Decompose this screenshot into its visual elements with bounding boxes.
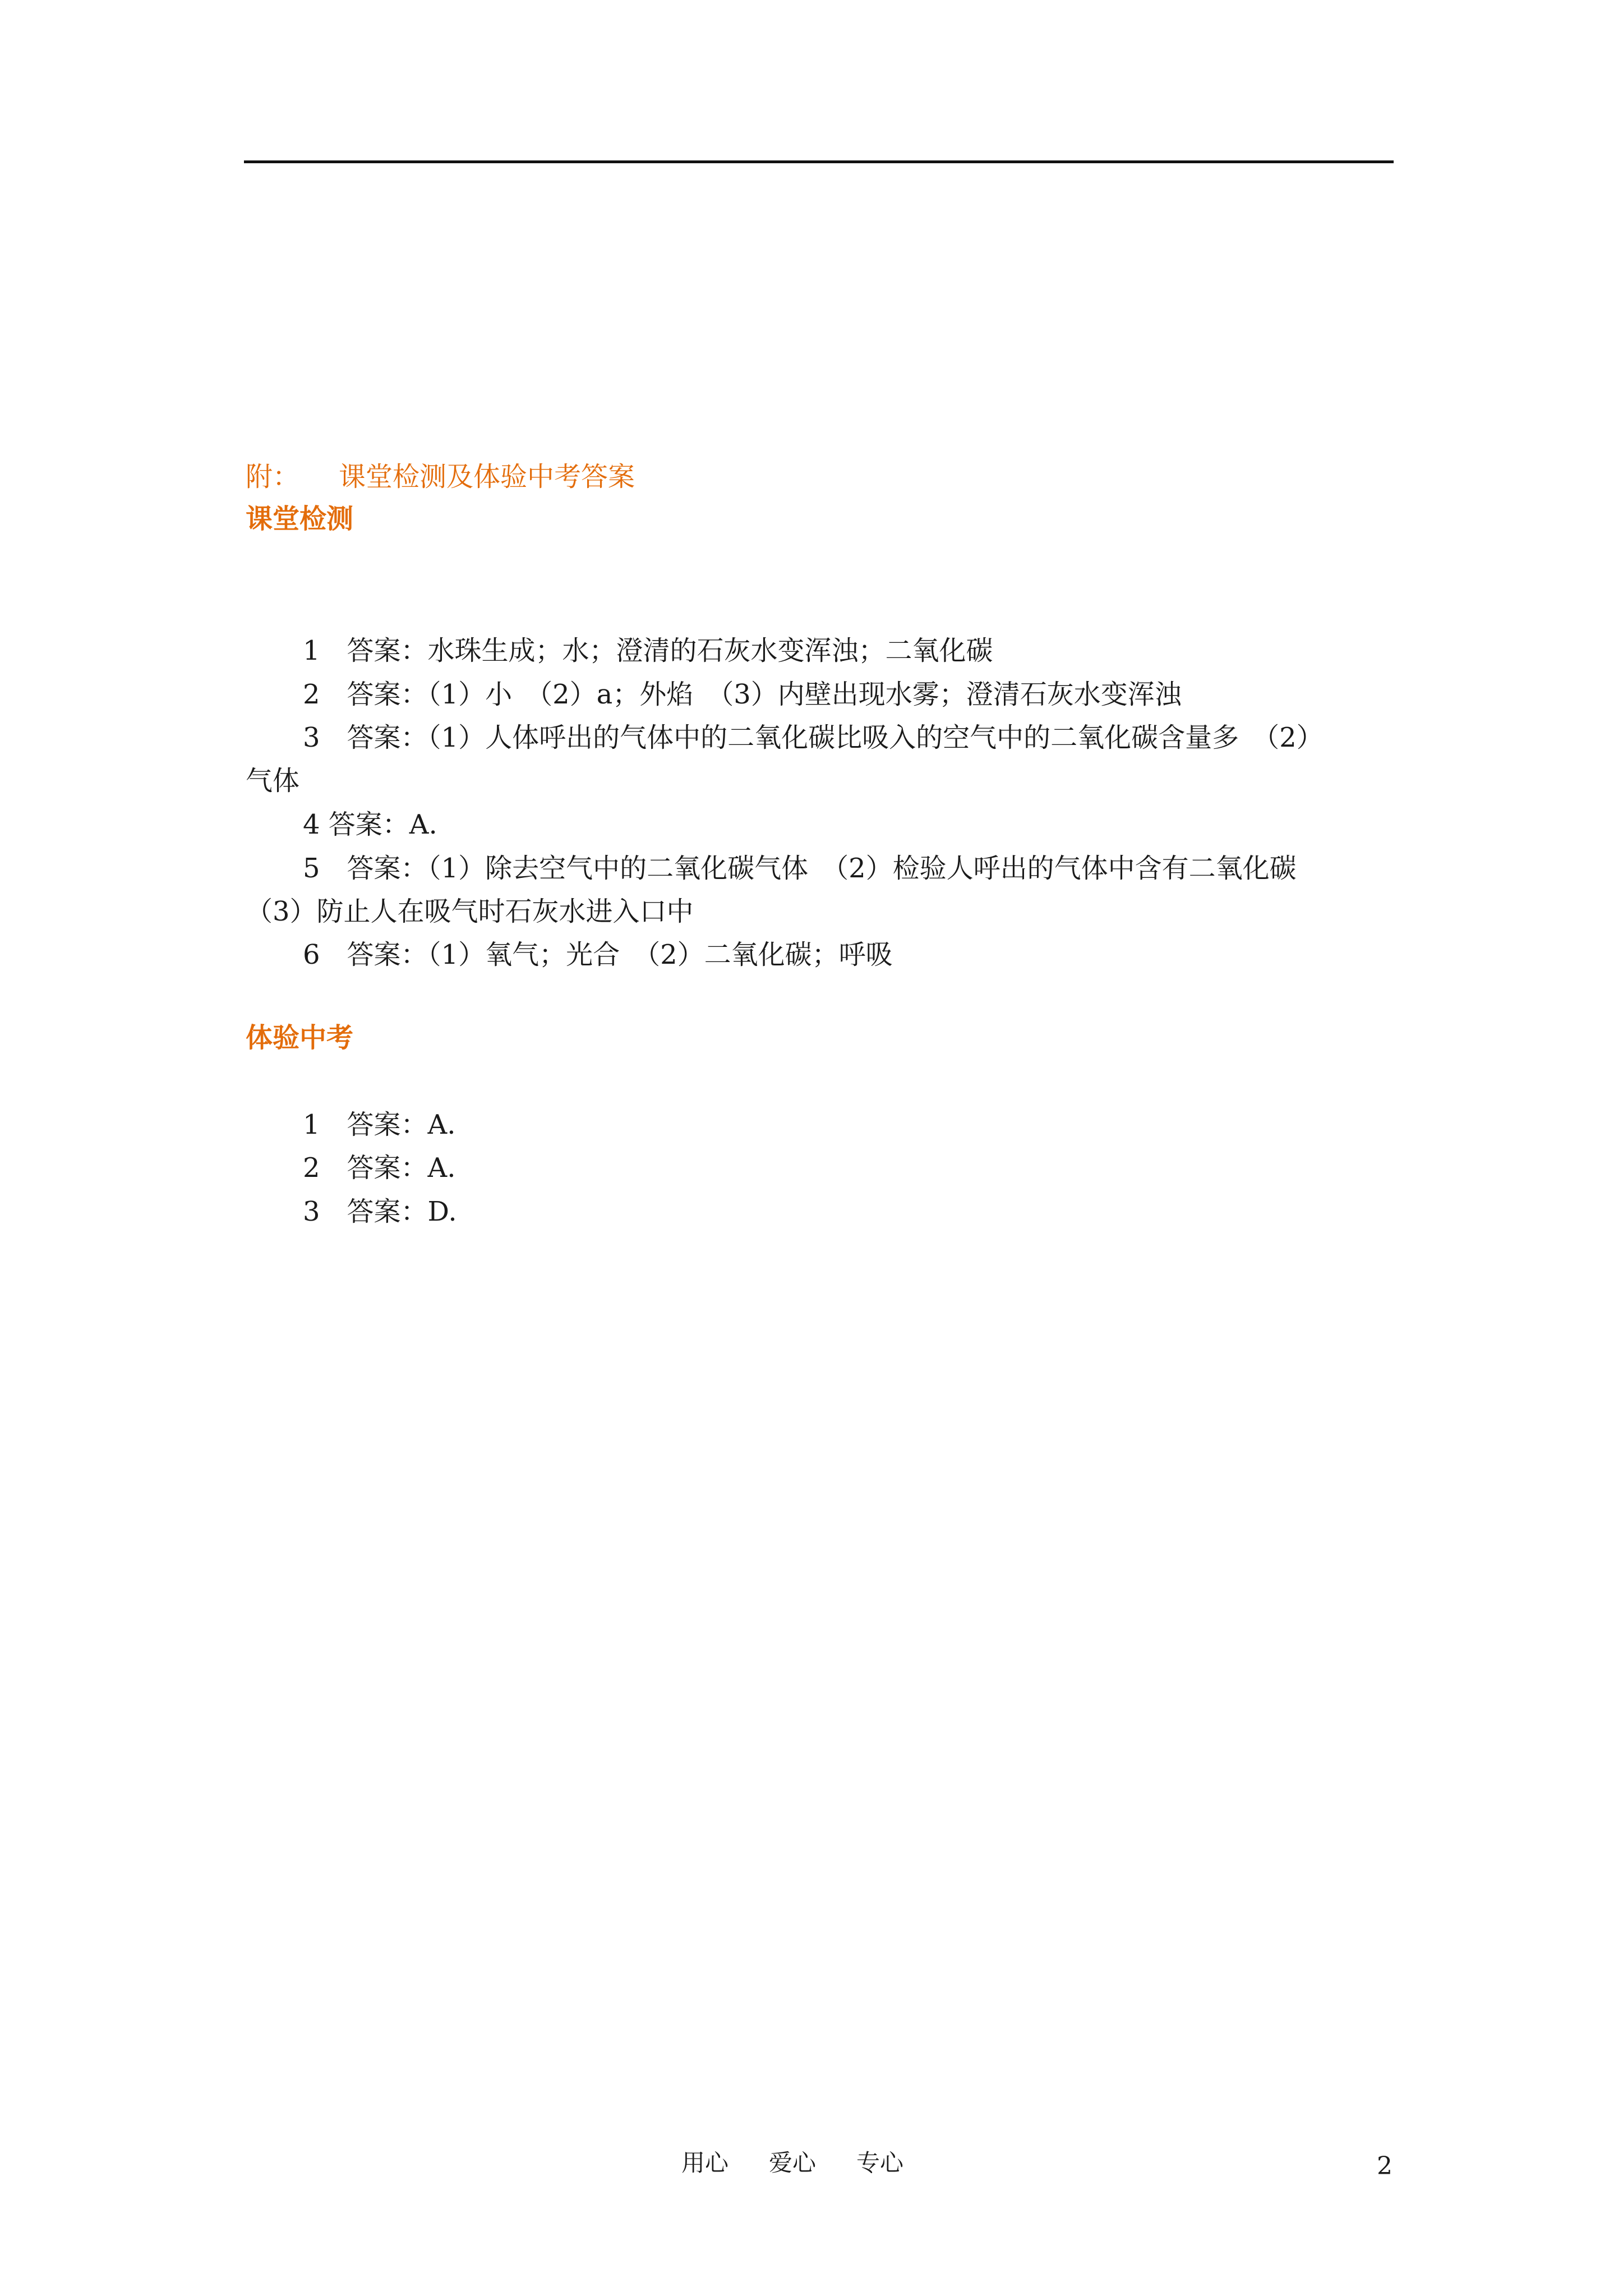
page-number: 2 <box>1377 2152 1393 2180</box>
answer-line-4: 4 答案：A. <box>303 809 437 840</box>
footer-item: 用心 <box>681 2149 729 2177</box>
answer-line-2: 2 答案：（1）小 （2）a；外焰 （3）内壁出现水雾；澄清石灰水变浑浊 <box>303 679 1182 710</box>
answer-line-6: 6 答案：（1）氧气；光合 （2）二氧化碳；呼吸 <box>303 939 893 970</box>
answer-line-3-cont: 气体 <box>246 765 300 797</box>
appendix-heading <box>246 460 635 494</box>
answer-line-5: 5 答案：（1）除去空气中的二氧化碳气体 （2）检验人呼出的气体中含有二氧化碳 <box>303 853 1297 884</box>
header-rule <box>244 160 1394 163</box>
exam-answer-2: 2 答案：A. <box>303 1152 456 1184</box>
appendix-prefix: 附： <box>246 461 300 493</box>
section-title-exam-practice: 体验中考 <box>246 1022 354 1053</box>
footer-motto <box>681 2147 944 2179</box>
answer-line-1: 1 答案：水珠生成；水；澄清的石灰水变浑浊；二氧化碳 <box>303 635 993 666</box>
answer-line-5-cont: （3）防止人在吸气时石灰水进入口中 <box>246 896 694 927</box>
exam-answer-3: 3 答案：D. <box>303 1196 457 1227</box>
section-title-classroom-test: 课堂检测 <box>246 503 354 535</box>
appendix-title: 课堂检测及体验中考答案 <box>339 461 635 493</box>
footer-item: 爱心 <box>769 2149 817 2177</box>
footer-item: 专心 <box>856 2149 904 2177</box>
answer-line-3: 3 答案：（1）人体呼出的气体中的二氧化碳比吸入的空气中的二氧化碳含量多 （2） <box>303 722 1324 753</box>
exam-answer-1: 1 答案：A. <box>303 1109 456 1140</box>
